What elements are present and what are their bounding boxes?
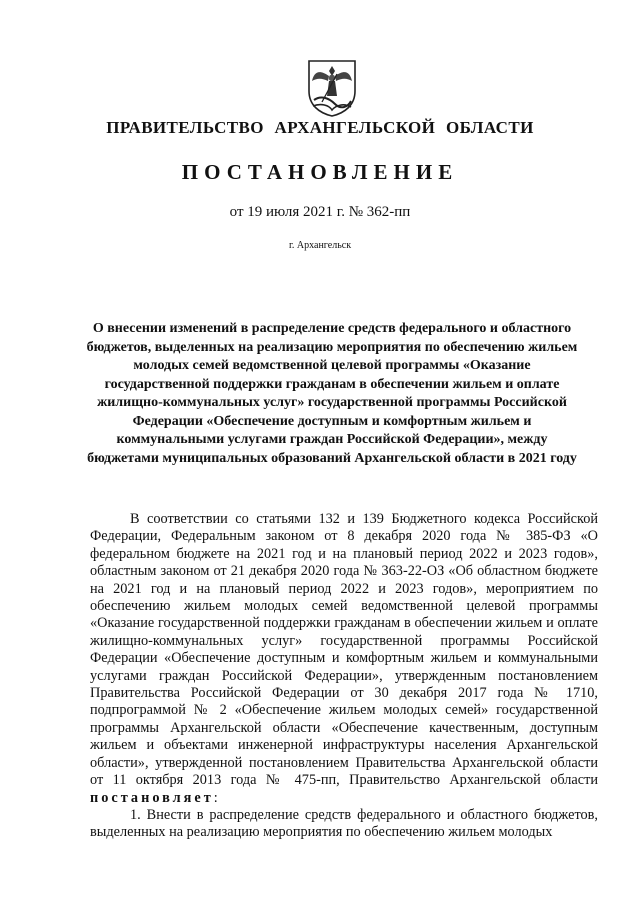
document-city: г. Архангельск [288, 240, 352, 251]
paragraph-item-1: 1. Внести в распределение средств федерального и областного бюджетов, выделенных на реализацию мероприятия по обеспечению жильем молодых [90, 806, 598, 841]
document-type: ПОСТАНОВЛЕНИЕ [181, 160, 459, 184]
coat-of-arms-archangel-icon [299, 58, 365, 118]
preamble-text: В соответствии со статьями 132 и 139 Бюджетного кодекса Российской Федерации, Федеральным законом от 8 декабря 2020 года № 385-ФЗ «О федеральном бюджете на 2021 год и на плановый период 2022 и 2023 годов», областным законом от 21 декабря 2020 года № 363-22-ОЗ «Об областном бюджете на 2021 год и на плановый период 2022 и 2023 годов», мероприятием по обеспечению жильем молодых семей ведомственной целевой программы «Оказание государственной поддержки гражданам в обеспечении жильем и оплате жилищно-коммунальных услуг» государственной программы Российской Федерации «Обеспечение доступным и комфортным жильем и коммунальными услугами граждан Российской Федерации», утвержденным постановлением Правительства Российской Федерации от 30 декабря 2017 года № 1710, подпрограммой № 2 «Обеспечение жильем молодых семей» государственной программы Архангельской области «Обеспечение качественным, доступным жильем и объектами инженерной инфраструктуры населения Архангельской области», утвержденной постановлением Правительства Архангельской области от 11 октября 2013 года № 475-пп, Правительство Архангельской области [90, 511, 598, 789]
resolution-keyword: постановляет [90, 789, 214, 806]
preamble-colon: : [213, 789, 218, 806]
document-body [90, 511, 598, 842]
document-title: О внесении изменений в распределение средств федерального и областного бюджетов, выделенных на реализацию мероприятия по обеспечению жильем молодых семей ведомственной целевой программы «Оказание государственной поддержки гражданам в обеспечении жильем и оплате жилищно-коммунальных услуг» государственной программы Российской Федерации «Обеспечение доступным и комфортным жильем и коммунальными услугами граждан Российской Федерации», между бюджетами муниципальных образований Архангельской области в 2021 году [86, 321, 578, 466]
paragraph-preamble [90, 511, 598, 807]
document-date-number: от 19 июля 2021 г. № 362-пп [229, 204, 411, 220]
organization-name: ПРАВИТЕЛЬСТВО АРХАНГЕЛЬСКОЙ ОБЛАСТИ [106, 118, 534, 137]
